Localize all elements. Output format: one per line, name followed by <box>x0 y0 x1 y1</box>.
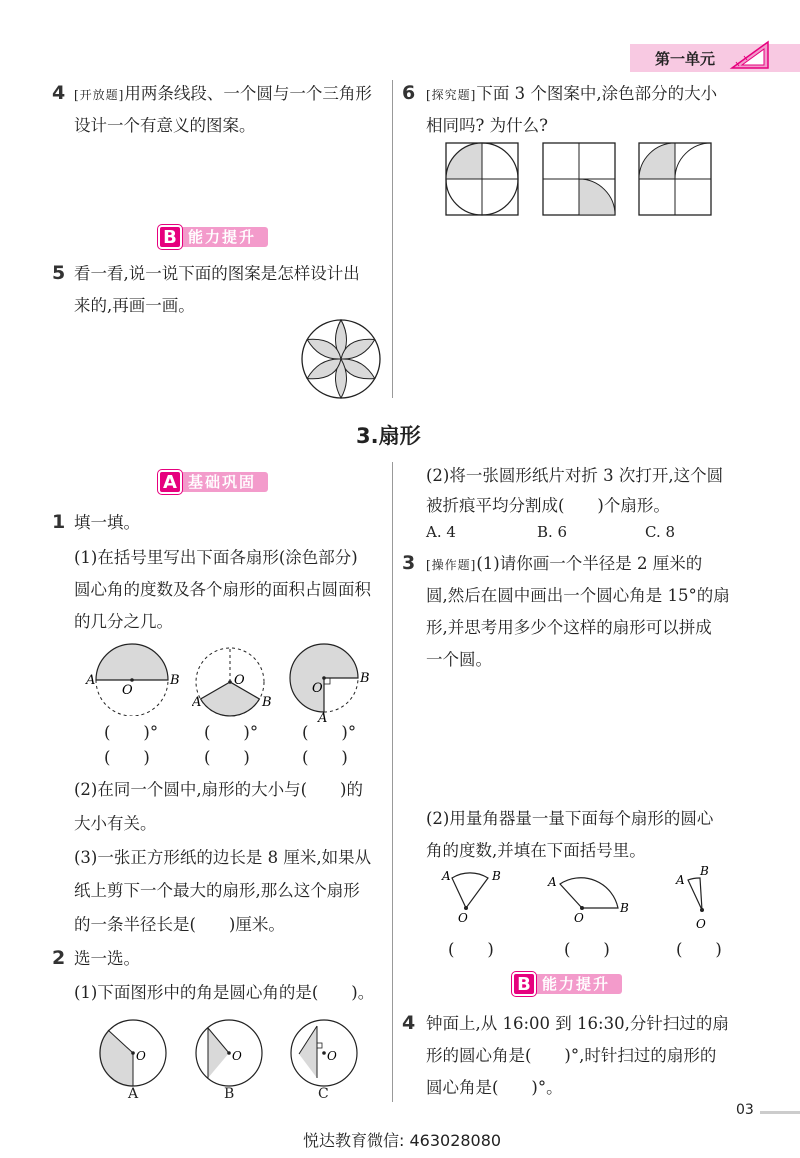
point-label-o: O <box>696 917 706 931</box>
q1-sector-semicircle <box>84 642 180 716</box>
point-label-b: B <box>262 695 272 710</box>
q4-line2: 设计一个有意义的图案。 <box>74 116 256 135</box>
q3-number: 3 <box>402 552 416 574</box>
q3-blank-1[interactable]: ( ) <box>448 940 494 959</box>
q3-p2-line2: 角的度数,并填在下面括号里。 <box>426 841 646 860</box>
q1-p1-line2: 圆心角的度数及各个扇形的面积占圆面积 <box>74 580 371 599</box>
q2-option-a-figure <box>98 1018 168 1088</box>
q6-line2: 相同吗? 为什么? <box>426 116 548 135</box>
q2-option-c-label[interactable]: C <box>318 1086 329 1102</box>
point-label-b: B <box>360 671 370 686</box>
q1-p3-line3: 的一条半径长是( )厘米。 <box>74 915 285 934</box>
q1-blank-frac-2[interactable]: ( ) <box>204 748 250 767</box>
badge-label: 能力提升 <box>532 974 622 994</box>
q2-p1: (1)下面图形中的角是圆心角的是( )。 <box>74 983 375 1002</box>
q2-option-3[interactable]: C. 8 <box>645 523 676 541</box>
q1-blank-frac-1[interactable]: ( ) <box>104 748 150 767</box>
badge-letter: B <box>512 972 536 996</box>
q3-sector-3 <box>668 862 718 932</box>
page-number-rule <box>760 1111 800 1114</box>
q1-number: 1 <box>52 511 66 533</box>
point-label-a: A <box>318 711 328 724</box>
badge-letter: A <box>158 470 182 494</box>
point-label-b: B <box>620 901 629 915</box>
q6-number: 6 <box>402 82 416 104</box>
badge-letter: B <box>158 225 182 249</box>
q1-p1-line3: 的几分之几。 <box>74 612 173 631</box>
q3-line4: 一个圆。 <box>426 650 492 669</box>
q4b-line3: 圆心角是( )°。 <box>426 1078 563 1097</box>
q2-number: 2 <box>52 947 66 969</box>
q4b-line1: 钟面上,从 16:00 到 16:30,分针扫过的扇 <box>426 1014 729 1033</box>
q1-blank-deg-2[interactable]: ( )° <box>204 723 259 742</box>
q4-line1: 用两条线段、一个圆与一个三角形 <box>124 84 372 103</box>
point-label-o: O <box>136 1049 146 1063</box>
point-label-b: B <box>170 673 180 688</box>
point-label-o: O <box>232 1049 242 1063</box>
point-label-a: A <box>548 875 557 889</box>
badge-basic-a <box>158 470 268 494</box>
q3-sector-2 <box>542 862 642 926</box>
q2-p2-line2: 被折痕平均分割成( )个扇形。 <box>426 496 670 515</box>
point-label-a: A <box>442 869 451 883</box>
q4-tag: [开放题] <box>74 88 125 102</box>
q3-tag: [操作题] <box>426 558 477 572</box>
badge-ability-b2 <box>512 972 622 996</box>
q1-sector-three-quarter <box>286 640 372 724</box>
q3-blank-3[interactable]: ( ) <box>676 940 722 959</box>
q1-p3-line1: (3)一张正方形纸的边长是 8 厘米,如果从 <box>74 848 372 867</box>
badge-label: 基础巩固 <box>178 472 268 492</box>
footer-wechat: 悦达教育微信: 463028080 <box>303 1131 502 1150</box>
section-title: 3.扇形 <box>356 424 421 448</box>
column-divider-bottom <box>392 462 393 1102</box>
q2-option-b-label[interactable]: B <box>224 1086 235 1102</box>
q5-line1: 看一看,说一说下面的图案是怎样设计出 <box>74 264 360 283</box>
unit-label: 第一单元 <box>655 50 716 68</box>
point-label-o: O <box>327 1049 337 1063</box>
q2-option-2[interactable]: B. 6 <box>537 523 568 541</box>
q4-number: 4 <box>52 82 66 104</box>
q6-line1: 下面 3 个图案中,涂色部分的大小 <box>476 84 718 103</box>
point-label-o: O <box>312 681 323 696</box>
point-label-o: O <box>458 911 468 925</box>
q1-p1-line1: (1)在括号里写出下面各扇形(涂色部分) <box>74 548 358 567</box>
q1-p2-line1: (2)在同一个圆中,扇形的大小与( )的 <box>74 780 363 799</box>
q5-line2: 来的,再画一画。 <box>74 296 195 315</box>
q2-title: 选一选。 <box>74 949 140 968</box>
ruler-icon <box>728 38 772 72</box>
q6-pattern-2 <box>542 142 616 216</box>
q3-sector-1 <box>438 864 508 926</box>
point-label-o: O <box>234 673 245 688</box>
q3-p2-line1: (2)用量角器量一量下面每个扇形的圆心 <box>426 809 714 828</box>
q1-p3-line2: 纸上剪下一个最大的扇形,那么这个扇形 <box>74 881 360 900</box>
q2-p2-line1: (2)将一张圆形纸片对折 3 次打开,这个圆 <box>426 466 724 485</box>
q1-blank-frac-3[interactable]: ( ) <box>302 748 348 767</box>
q5-number: 5 <box>52 262 66 284</box>
badge-ability-b1 <box>158 225 268 249</box>
point-label-o: O <box>574 911 584 925</box>
point-label-a: A <box>86 673 96 688</box>
q1-blank-deg-1[interactable]: ( )° <box>104 723 159 742</box>
badge-label: 能力提升 <box>178 227 268 247</box>
point-label-b: B <box>492 869 501 883</box>
q4b-number: 4 <box>402 1012 416 1034</box>
q3-line3: 形,并思考用多少个这样的扇形可以拼成 <box>426 618 712 637</box>
page-number: 03 <box>736 1102 754 1118</box>
q6-tag: [探究题] <box>426 88 477 102</box>
q6-pattern-3 <box>638 142 712 216</box>
q3-blank-2[interactable]: ( ) <box>564 940 610 959</box>
q2-option-a-label[interactable]: A <box>128 1086 139 1102</box>
column-divider-top <box>392 80 393 398</box>
point-label-b: B <box>700 864 709 878</box>
q1-p2-line2: 大小有关。 <box>74 814 157 833</box>
point-label-a: A <box>192 695 202 710</box>
q2-option-1[interactable]: A. 4 <box>426 523 456 541</box>
q2-option-c-figure <box>289 1018 359 1088</box>
flower-pattern <box>300 318 382 400</box>
q1-sector-third <box>192 644 274 722</box>
q3-line1: (1)请你画一个半径是 2 厘米的 <box>476 554 703 573</box>
q1-blank-deg-3[interactable]: ( )° <box>302 723 357 742</box>
q1-title: 填一填。 <box>74 513 140 532</box>
q6-pattern-1 <box>445 142 519 216</box>
point-label-o: O <box>122 683 133 698</box>
q4b-line2: 形的圆心角是( )°,时针扫过的扇形的 <box>426 1046 717 1065</box>
q2-option-b-figure <box>194 1018 264 1088</box>
point-label-a: A <box>676 873 685 887</box>
q3-line2: 圆,然后在圆中画出一个圆心角是 15°的扇 <box>426 586 730 605</box>
